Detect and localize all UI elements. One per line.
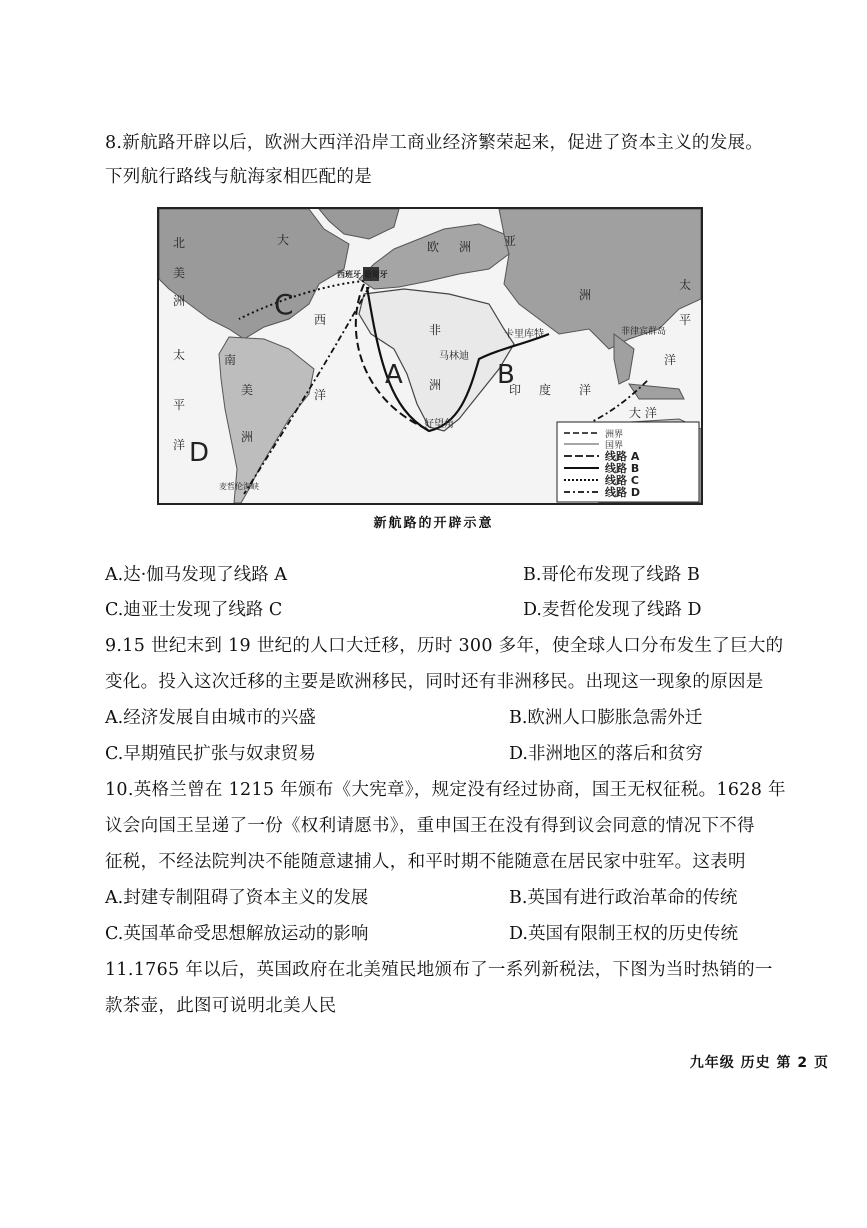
label-malindi: 马林迪: [439, 351, 469, 362]
label-ping-l: 平: [173, 398, 186, 412]
q8-stem-line2: 下列航行路线与航海家相匹配的是: [105, 167, 372, 187]
q8-option-d: D.麦哲伦发现了线路 D: [523, 600, 702, 620]
label-nan-mei: 美: [241, 383, 254, 397]
route-map: [157, 207, 703, 505]
legend-route-d-label: 线路 D: [605, 486, 640, 499]
q9-stem-line2: 变化。投入这次迁移的主要是欧洲移民，同时还有非洲移民。出现这一现象的原因是: [105, 672, 764, 692]
label-fei: 非: [429, 323, 442, 337]
label-mei: 美: [173, 266, 186, 280]
label-magellan-strait: 麦哲伦海峡: [219, 482, 259, 491]
label-tai-l: 太: [173, 348, 186, 362]
label-philippines: 菲律宾群岛: [621, 327, 667, 337]
route-d-letter: D: [189, 438, 210, 468]
q9-option-d: D.非洲地区的落后和贫穷: [509, 744, 703, 764]
q8-option-b: B.哥伦布发现了线路 B: [523, 565, 700, 585]
label-cape: 好望角: [424, 419, 454, 430]
legend-boundary-label: 洲界: [605, 430, 624, 440]
label-ya-zhou: 洲: [579, 288, 592, 302]
q8-stem-line1: 8.新航路开辟以后，欧洲大西洋沿岸工商业经济繁荣起来，促进了资本主义的发展。: [105, 133, 764, 153]
label-spain-portugal: 西班牙 葡萄牙: [337, 270, 388, 279]
q10-option-b: B.英国有进行政治革命的传统: [509, 888, 738, 908]
label-nan-zhou: 洲: [241, 430, 254, 444]
map-caption: 新航路的开辟示意: [373, 516, 494, 531]
label-yang2: 洋: [579, 383, 592, 397]
q10-option-c: C.英国革命受思想解放运动的影响: [105, 924, 369, 944]
route-b-letter: B: [497, 360, 515, 390]
q10-stem-line2: 议会向国王呈递了一份《权利请愿书》，重申国王在没有得到议会同意的情况下不得: [105, 816, 755, 836]
q9-option-c: C.早期殖民扩张与奴隶贸易: [105, 744, 316, 764]
q9-option-b: B.欧洲人口膨胀急需外迁: [509, 708, 703, 728]
legend-route-b-label: 线路 B: [605, 462, 640, 475]
q10-option-a: A.封建专制阻碍了资本主义的发展: [105, 888, 369, 908]
legend-route-a-label: 线路 A: [605, 450, 640, 463]
label-du: 度: [539, 383, 552, 397]
q9-stem-line1: 9.15 世纪末到 19 世纪的人口大迁移，历时 300 多年，使全球人口分布发生了巨大的: [105, 636, 784, 656]
label-ou: 欧: [427, 240, 440, 254]
q9-option-a: A.经济发展自由城市的兴盛: [105, 708, 316, 728]
map-legend: [557, 422, 699, 502]
q11-stem-line2: 款茶壶，此图可说明北美人民: [105, 996, 337, 1016]
route-c-letter: C: [274, 288, 294, 321]
label-ping-r: 平: [679, 313, 692, 327]
q10-option-d: D.英国有限制王权的历史传统: [509, 924, 738, 944]
label-ya: 亚: [504, 234, 517, 248]
label-yang: 洋: [314, 388, 327, 402]
q11-stem-line1: 11.1765 年以后，英国政府在北美殖民地颁布了一系列新税法，下图为当时热销的一: [105, 960, 773, 980]
label-yin: 印: [509, 383, 522, 397]
page-footer: 九年级 历史 第 2 页: [689, 1055, 829, 1071]
q8-option-c: C.迪亚士发现了线路 C: [105, 600, 283, 620]
q10-stem-line3: 征税，不经法院判决不能随意逮捕人，和平时期不能随意在居民家中驻军。这表明: [105, 852, 746, 872]
label-north: 北: [173, 236, 186, 250]
label-xi: 西: [314, 313, 327, 327]
label-nan: 南: [224, 353, 237, 367]
label-zhou: 洲: [173, 294, 186, 308]
legend-route-c-label: 线路 C: [605, 474, 639, 487]
label-calicut: 卡里库特: [504, 329, 544, 340]
q8-option-a: A.达·伽马发现了线路 A: [105, 565, 287, 585]
label-yang-r: 洋: [664, 353, 677, 367]
label-yang-l: 洋: [173, 438, 186, 452]
label-zhou2: 洲: [459, 240, 472, 254]
label-da-yang: 大 洋: [629, 406, 657, 420]
label-fei-zhou: 洲: [429, 378, 442, 392]
label-tai-r: 太: [679, 278, 692, 292]
label-da: 大: [277, 233, 290, 247]
route-a-letter: A: [385, 360, 403, 390]
map-figure: [159, 209, 701, 503]
q10-stem-line1: 10.英格兰曾在 1215 年颁布《大宪章》，规定没有经过协商，国王无权征税。1628 年: [105, 780, 786, 800]
legend-border-label: 国界: [605, 441, 624, 451]
